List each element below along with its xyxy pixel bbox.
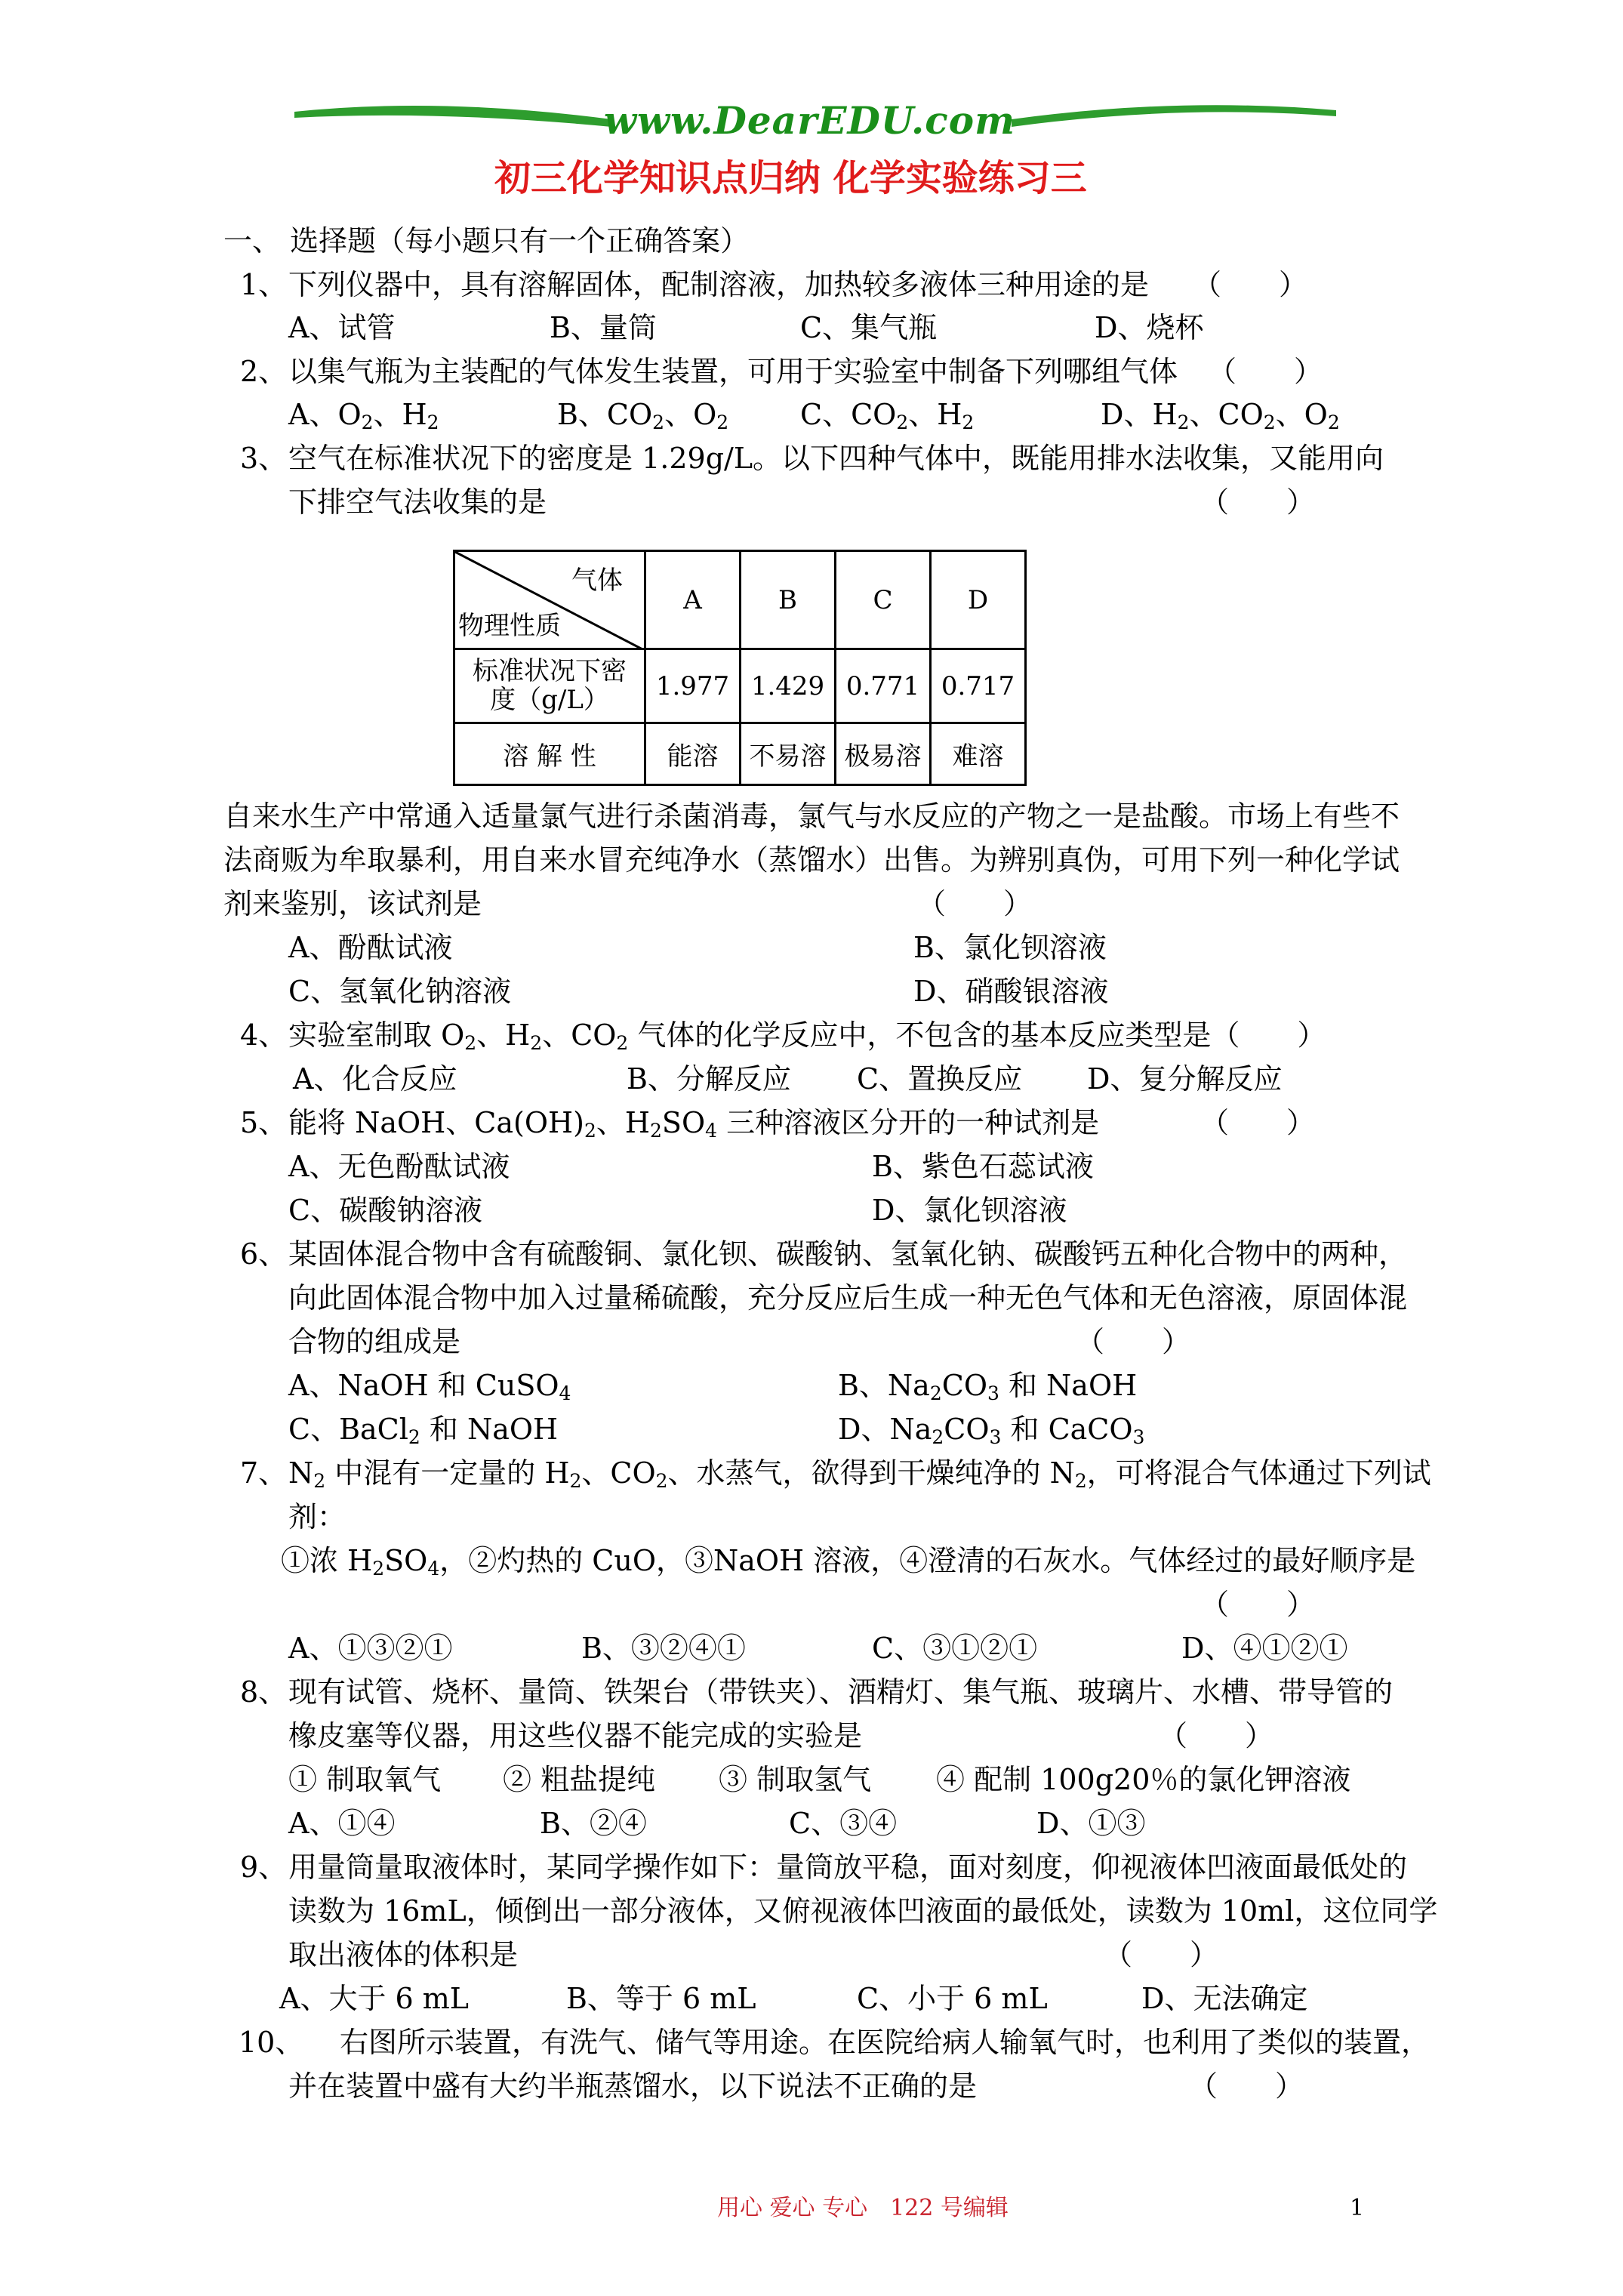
q7-option-b: B、③②④① [581,1632,746,1665]
qx-line3: 剂来鉴别，该试剂是 [223,887,482,920]
q9-option-d: D、无法确定 [1141,1982,1308,2015]
q7-reagents: ①浓 $H_2SO_4$，②灼热的 CuO，③NaOH 溶液，④澄清的石灰水。气体经过的最好顺序是 [281,1544,1416,1579]
q1-text: 下列仪器中，具有溶解固体，配制溶液，加热较多液体三种用途的是 [288,268,1150,301]
table-cell: 能溶 [645,723,741,785]
q6-option-d: D、$Na_2CO_3$ 和 CaCO$_3$ [838,1413,1145,1448]
table-cell: 0.771 [836,649,931,723]
q8-option-d: D、①③ [1036,1807,1146,1840]
q7-line2: 剂： [288,1500,346,1533]
q6-option-b: B、$Na_2CO_3$ 和 NaOH [838,1369,1138,1404]
q9-option-c: C、小于 6 mL [857,1982,1048,2015]
q2-option-a: A、$O_2$、$H_2$ [288,398,439,433]
q4-option-a: A、化合反应 [293,1062,457,1096]
table-col-b: B [741,551,836,649]
q4-option-d: D、复分解反应 [1087,1062,1283,1096]
q1-option-c: C、集气瓶 [800,311,938,344]
q1-option-d: D、烧杯 [1095,311,1204,344]
qx-option-a: A、酚酞试液 [288,931,453,964]
q9-option-b: B、等于 6 mL [566,1982,756,2015]
table-row1-label: 标准状况下密度（g/L） [454,649,645,723]
q8-line2: 橡皮塞等仪器，用这些仪器不能完成的实验是 [288,1719,863,1752]
page-number: 1 [1350,2195,1365,2221]
q6-number: 6、 [240,1237,288,1271]
q5-option-a: A、无色酚酞试液 [288,1150,510,1183]
qx-answer-paren: （ ） [917,887,1033,920]
table-row2-label: 溶 解 性 [454,723,645,785]
q9-line2: 读数为 16mL，倾倒出一部分液体，又俯视液体凹液面的最低处，读数为 10ml，这位同学 [288,1894,1438,1928]
table-cell: 0.717 [931,649,1026,723]
q9-line3: 取出液体的体积是 [288,1938,519,1971]
table-cell: 难溶 [931,723,1026,785]
q9-answer-paren: （ ） [1104,1938,1219,1971]
q2-answer-paren: （ ） [1208,355,1323,388]
q5-option-c: C、碳酸钠溶液 [288,1194,483,1227]
q5-option-b: B、紫色石蕊试液 [872,1150,1094,1183]
qx-line1: 自来水生产中常通入适量氯气进行杀菌消毒，氯气与水反应的产物之一是盐酸。市场上有些不 [223,800,1400,833]
q5-number: 5、 [240,1106,288,1139]
q8-answer-paren: （ ） [1159,1719,1274,1752]
q8-line1: 现有试管、烧杯、量筒、铁架台（带铁夹）、酒精灯、集气瓶、玻璃片、水槽、带导管的 [288,1675,1394,1709]
q9-number: 9、 [240,1851,288,1884]
q6-line1: 某固体混合物中含有硫酸铜、氯化钡、碳酸钠、氢氧化钠、碳酸钙五种化合物中的两种， [288,1237,1408,1271]
q6-line3: 合物的组成是 [288,1325,461,1358]
qx-option-c: C、氢氧化钠溶液 [288,975,512,1008]
q6-line2: 向此固体混合物中加入过量稀硫酸，充分反应后生成一种无色气体和无色溶液，原固体混 [288,1281,1408,1314]
q1-number: 1、 [240,268,288,301]
q7-answer-paren: （ ） [1200,1588,1316,1621]
q7-number: 7、 [240,1456,288,1490]
q8-option-c: C、③④ [789,1807,898,1840]
table-col-a: A [645,551,741,649]
q8-number: 8、 [240,1675,288,1709]
q8-item-2: ② 粗盐提纯 [503,1763,656,1796]
table-cell: 1.429 [741,649,836,723]
q7-option-a: A、①③②① [288,1632,453,1665]
q4-option-c: C、置换反应 [857,1062,1023,1096]
q1-option-b: B、量筒 [550,311,657,344]
q10-line2: 并在装置中盛有大约半瓶蒸馏水，以下说法不正确的是 [288,2069,978,2103]
q7-line1: $N_2$ 中混有一定量的 $H_2$、$CO_2$、水蒸气，欲得到干燥纯净的 $N_2$，可将混合气体通过下列试 [288,1456,1431,1492]
q7-option-d: D、④①②① [1181,1632,1348,1665]
table-corner-top: 气体 [571,566,623,596]
q8-option-a: A、①④ [288,1807,396,1840]
qx-line2: 法商贩为牟取暴利，用自来水冒充纯净水（蒸馏水）出售。为辨别真伪，可用下列一种化学试 [223,843,1400,877]
q1-option-a: A、试管 [288,311,396,344]
q4-option-b: B、分解反应 [627,1062,791,1096]
table-cell: 不易溶 [741,723,836,785]
q2-text: 以集气瓶为主装配的气体发生装置，可用于实验室中制备下列哪组气体 [288,355,1178,388]
q2-option-d: D、$H_2$、$CO_2$、$O_2$ [1101,398,1340,433]
q9-line1: 用量筒量取液体时，某同学操作如下：量筒放平稳，面对刻度，仰视液体凹液面最低处的 [288,1851,1408,1884]
q3-line2: 下排空气法收集的是 [288,485,547,519]
table-cell: 1.977 [645,649,741,723]
q5-answer-paren: （ ） [1200,1106,1316,1139]
q3-line1: 空气在标准状况下的密度是 1.29g/L。以下四种气体中，既能用排水法收集，又能用向 [288,442,1384,475]
q4-text-end: 气体的化学反应中，不包含的基本反应类型是（ ） [637,1019,1326,1052]
qx-option-b: B、氯化钡溶液 [913,931,1107,964]
qx-option-d: D、硝酸银溶液 [913,975,1109,1008]
q10-line1: 右图所示装置，有洗气、储气等用途。在医院给病人输氧气时，也利用了类似的装置， [340,2026,1431,2059]
table-col-d: D [931,551,1026,649]
section-heading: 一、 选择题（每小题只有一个正确答案） [223,224,750,257]
q6-answer-paren: （ ） [1076,1325,1191,1358]
footer-text: 用心 爱心 专心 122 号编辑 [717,2195,1009,2221]
q8-item-1: ① 制取氧气 [288,1763,442,1796]
q2-number: 2、 [240,355,288,388]
q10-answer-paren: （ ） [1189,2069,1304,2103]
q2-option-b: B、$CO_2$、$O_2$ [557,398,729,433]
q1-answer-paren: （ ） [1193,268,1308,301]
q4-text: 实验室制取 $O_2$、$H_2$、$CO_2$ 气体的化学反应中，不包含的基本反应类型是（ ） [288,1019,1326,1054]
site-logo: www.DearEDU.com [604,98,1016,143]
q9-option-a: A、大于 6 mL [279,1982,470,2015]
table-cell: 极易溶 [836,723,931,785]
q3-answer-paren: （ ） [1200,485,1316,519]
q5-option-d: D、氯化钡溶液 [872,1194,1067,1227]
q7-option-c: C、③①②① [872,1632,1038,1665]
q2-option-c: C、$CO_2$、$H_2$ [800,398,975,433]
q4-number: 4、 [240,1019,288,1052]
q5-text: 能将 NaOH、$Ca(OH)_2$、$H_2SO_4$ 三种溶液区分开的一种试剂是 [288,1106,1100,1142]
table-corner-bottom: 物理性质 [458,611,561,641]
q8-option-b: B、②④ [540,1807,647,1840]
q6-option-a: A、NaOH 和 CuSO$_4$ [288,1369,571,1404]
q8-item-3: ③ 制取氢气 [719,1763,872,1796]
q3-number: 3、 [240,442,288,475]
page-title: 初三化学知识点归纳 化学实验练习三 [494,157,1087,199]
q8-item-4: ④ 配制 100g20％的氯化钾溶液 [936,1763,1351,1796]
q10-number: 10、 [239,2026,304,2059]
gas-property-table [453,550,1027,786]
table-corner-cell [454,551,645,649]
q6-option-c: C、BaCl$_2$ 和 NaOH [288,1413,559,1448]
table-col-c: C [836,551,931,649]
